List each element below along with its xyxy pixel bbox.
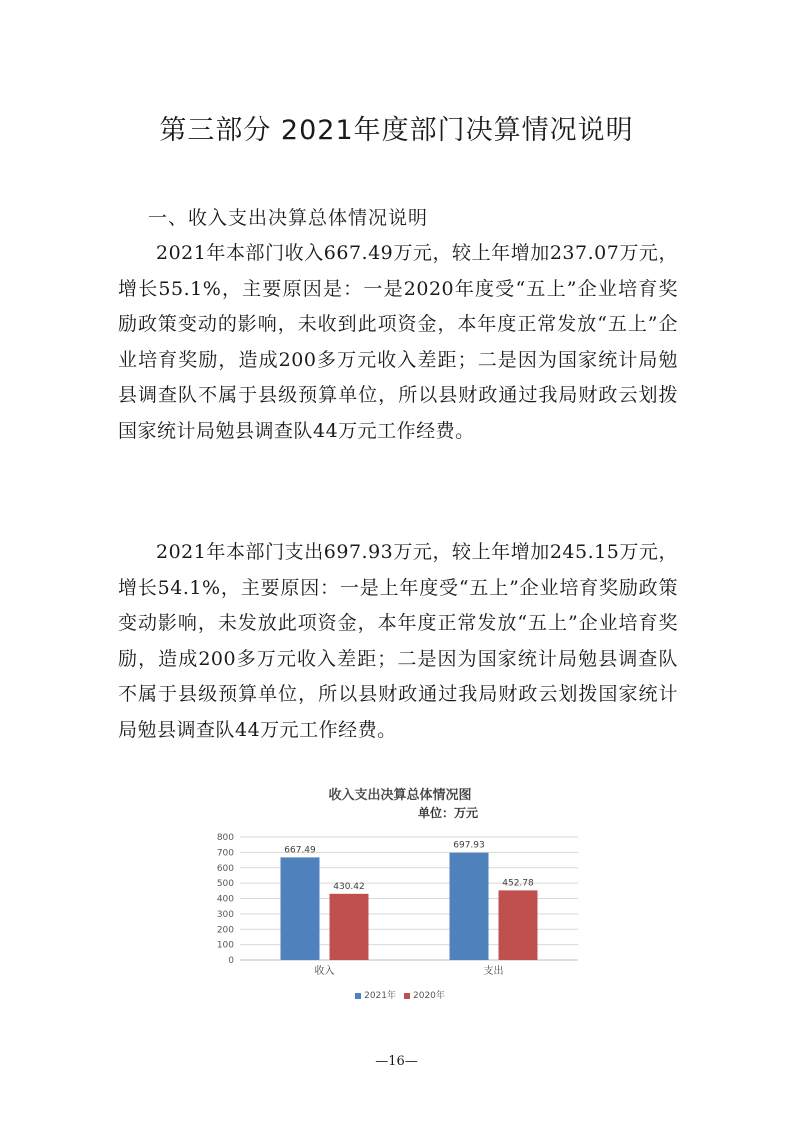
- paragraph-expense: [118, 535, 678, 748]
- paragraph-income: [118, 236, 678, 449]
- paragraph-expense-text: 2021年本部门支出697.93万元，较上年增加245.15万元，增长54.1%，主要原因：一是上年度受“五上”企业培育奖励政策变动影响，未发放此项资金，本年度正常发放“五上”企业培育奖励，造成200多万元收入差距；二是因为国家统计局勉县调查队不属于县级预算单位，所以县财政通过我局财政云划拨国家统计局勉县调查队44万元工作经费。: [118, 541, 678, 741]
- y-tick-label: 600: [216, 863, 234, 874]
- chart-legend: [200, 988, 600, 1001]
- y-tick-label: 700: [216, 848, 234, 859]
- chart-title: 收入支出决算总体情况图: [328, 788, 472, 803]
- data-label: 667.49: [284, 845, 316, 856]
- data-label: 430.42: [333, 881, 365, 892]
- legend-item: [355, 991, 396, 1001]
- y-tick-label: 100: [216, 940, 234, 951]
- chart-unit: 单位：万元: [418, 806, 479, 820]
- legend-item: [404, 991, 445, 1001]
- income-expense-chart: [200, 782, 600, 1012]
- data-label: 697.93: [453, 840, 485, 851]
- paragraph-income-text: 2021年本部门收入667.49万元，较上年增加237.07万元，增长55.1%，主要原因是：一是2020年度受“五上”企业培育奖励政策变动的影响，未收到此项资金，本年度正常发放“五上”企业培育奖励，造成200多万元收入差距；二是因为国家统计局勉县调查队不属于县级预算单位，所以县财政通过我局财政云划拨国家统计局勉县调查队44万元工作经费。: [118, 242, 678, 442]
- y-tick-label: 300: [216, 909, 234, 920]
- chart-plot: [200, 782, 600, 987]
- bar: [499, 890, 538, 960]
- data-label: 452.78: [502, 878, 534, 889]
- legend-label: 2020年: [413, 991, 445, 1001]
- y-tick-label: 400: [216, 894, 234, 905]
- legend-label: 2021年: [364, 991, 396, 1001]
- bar: [330, 894, 369, 960]
- bar: [450, 853, 489, 960]
- legend-swatch: [355, 993, 361, 999]
- page-number: —16—: [375, 1054, 418, 1069]
- x-tick-label: 支出: [483, 966, 504, 977]
- section-title: 一、收入支出决算总体情况说明: [148, 207, 429, 229]
- y-tick-label: 500: [216, 879, 234, 890]
- bar: [281, 857, 320, 960]
- y-tick-label: 0: [228, 956, 234, 966]
- legend-swatch: [404, 993, 410, 999]
- x-tick-label: 收入: [314, 966, 335, 977]
- page-title: 第三部分 2021年度部门决算情况说明: [159, 115, 634, 146]
- y-tick-label: 200: [216, 925, 234, 936]
- y-tick-label: 800: [216, 833, 234, 843]
